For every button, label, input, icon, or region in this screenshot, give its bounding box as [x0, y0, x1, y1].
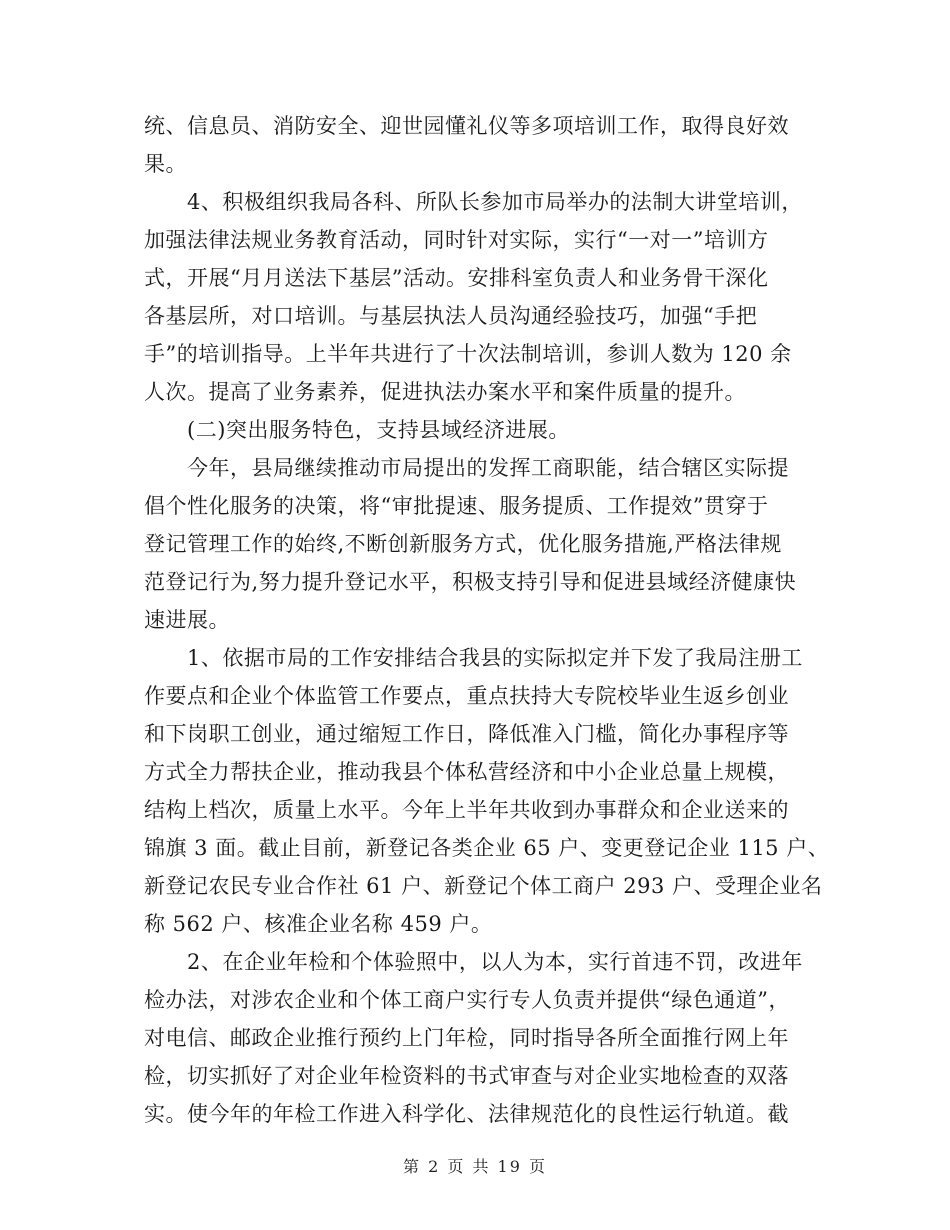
- section-heading: (二)突出服务特色，支持县域经济进展。: [187, 418, 570, 442]
- text-line: 新登记农民专业合作社 61 户、新登记个体工商户 293 户、受理企业名: [144, 874, 823, 898]
- text-line: 检办法，对涉农企业和个体工商户实行专人负责并提供“绿色通道”，: [144, 988, 790, 1012]
- text-line: 统、信息员、消防安全、迎世园懂礼仪等多项培训工作，取得良好效: [144, 114, 789, 138]
- text-line: 加强法律法规业务教育活动，同时针对实际，实行“一对一”培训方: [144, 228, 769, 252]
- text-line: 实。使今年的年检工作进入科学化、法律规范化的良性运行轨道。截: [144, 1102, 789, 1126]
- text-line: 倡个性化服务的决策，将“审批提速、服务提质、工作提效”贯穿于: [144, 494, 769, 518]
- text-line: 登记管理工作的始终,不断创新服务方式，优化服务措施,严格法律规: [144, 532, 782, 556]
- text-line: 方式全力帮扶企业，推动我县个体私营经济和中小企业总量上规模，: [144, 760, 789, 784]
- text-line: 1、依据市局的工作安排结合我县的实际拟定并下发了我局注册工: [187, 646, 803, 670]
- page-number-footer: 第 2 页 共 19 页: [403, 1157, 547, 1176]
- text-line: 范登记行为,努力提升登记水平，积极支持引导和促进县域经济健康快: [144, 570, 797, 594]
- text-line: 果。: [144, 152, 187, 176]
- text-line: 手”的培训指导。上半年共进行了十次法制培训，参训人数为 120 余: [144, 342, 792, 366]
- text-line: 对电信、邮政企业推行预约上门年检，同时指导各所全面推行网上年: [144, 1026, 789, 1050]
- text-line: 速进展。: [144, 608, 230, 632]
- text-line: 式，开展“月月送法下基层”活动。安排科室负责人和业务骨干深化: [144, 266, 769, 290]
- text-line: 今年，县局继续推动市局提出的发挥工商职能，结合辖区实际提: [187, 456, 789, 480]
- text-line: 锦旗 3 面。截止目前，新登记各类企业 65 户、变更登记企业 115 户、: [144, 836, 830, 860]
- text-line: 4、积极组织我局各科、所队长参加市局举办的法制大讲堂培训，: [187, 190, 803, 214]
- text-line: 人次。提高了业务素养，促进执法办案水平和案件质量的提升。: [144, 380, 746, 404]
- text-line: 作要点和企业个体监管工作要点，重点扶持大专院校毕业生返乡创业: [144, 684, 789, 708]
- text-line: 检，切实抓好了对企业年检资料的书式审查与对企业实地检查的双落: [144, 1064, 789, 1088]
- text-line: 和下岗职工创业，通过缩短工作日，降低准入门槛，简化办事程序等: [144, 722, 789, 746]
- text-line: 2、在企业年检和个体验照中，以人为本，实行首违不罚，改进年: [187, 950, 803, 974]
- text-line: 称 562 户、核准企业名称 459 户。: [144, 912, 493, 936]
- text-line: 结构上档次，质量上水平。今年上半年共收到办事群众和企业送来的: [144, 798, 789, 822]
- text-line: 各基层所，对口培训。与基层执法人员沟通经验技巧，加强“手把: [144, 304, 758, 328]
